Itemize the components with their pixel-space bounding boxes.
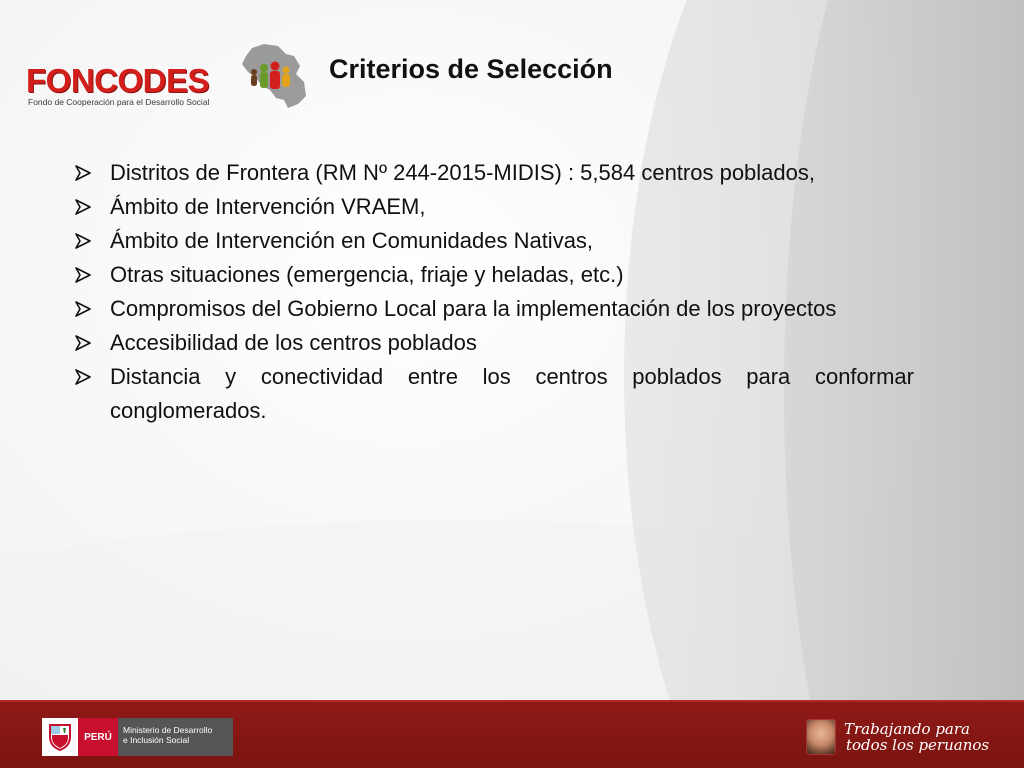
government-logo [42, 718, 233, 756]
arrow-bullet-icon [74, 292, 110, 326]
slogan-line1: Trabajando para [844, 720, 970, 738]
gov-ministry-line2: e Inclusión Social [123, 735, 190, 745]
criteria-list [74, 156, 914, 428]
list-item-text: Otras situaciones (emergencia, friaje y heladas, etc.) [110, 262, 624, 287]
arrow-bullet-icon [74, 258, 110, 292]
gov-peru-label: PERÚ [78, 718, 118, 756]
footer-band [0, 700, 1024, 768]
list-item [74, 360, 914, 428]
list-item [74, 224, 914, 258]
list-item [74, 326, 914, 360]
slogan-text [844, 721, 989, 753]
arrow-bullet-icon [74, 360, 110, 394]
foncodes-tagline: Fondo de Cooperación para el Desarrollo Social [28, 97, 210, 107]
list-item [74, 190, 914, 224]
slogan-block [806, 718, 989, 756]
arrow-bullet-icon [74, 224, 110, 258]
list-item-text: Distritos de Frontera (RM Nº 244-2015-MIDIS) : 5,584 centros poblados, [110, 160, 815, 185]
arrow-bullet-icon [74, 190, 110, 224]
list-item-text: Accesibilidad de los centros poblados [110, 330, 477, 355]
list-item-text: Compromisos del Gobierno Local para la implementación de los proyectos [110, 296, 837, 321]
slide-title: Criterios de Selección [329, 54, 613, 84]
list-item-text: Distancia y conectividad entre los centros poblados para conformar conglomerados. [110, 364, 914, 423]
slogan-line2: todos los peruanos [846, 736, 990, 754]
list-item-text: Ámbito de Intervención VRAEM, [110, 194, 426, 219]
foncodes-wordmark: FONCODES [26, 62, 210, 99]
peru-coat-of-arms-icon [42, 718, 78, 756]
arrow-bullet-icon [74, 156, 110, 190]
list-item [74, 156, 914, 190]
arrow-bullet-icon [74, 326, 110, 360]
peru-map-logo-icon [234, 42, 312, 112]
list-item [74, 292, 914, 326]
list-item [74, 258, 914, 292]
slogan-portrait-image [806, 719, 836, 755]
gov-ministry-line1: Ministerio de Desarrollo [123, 725, 213, 735]
foncodes-logo [26, 42, 288, 114]
list-item-text: Ámbito de Intervención en Comunidades Nativas, [110, 228, 594, 253]
gov-ministry-label [118, 718, 233, 756]
